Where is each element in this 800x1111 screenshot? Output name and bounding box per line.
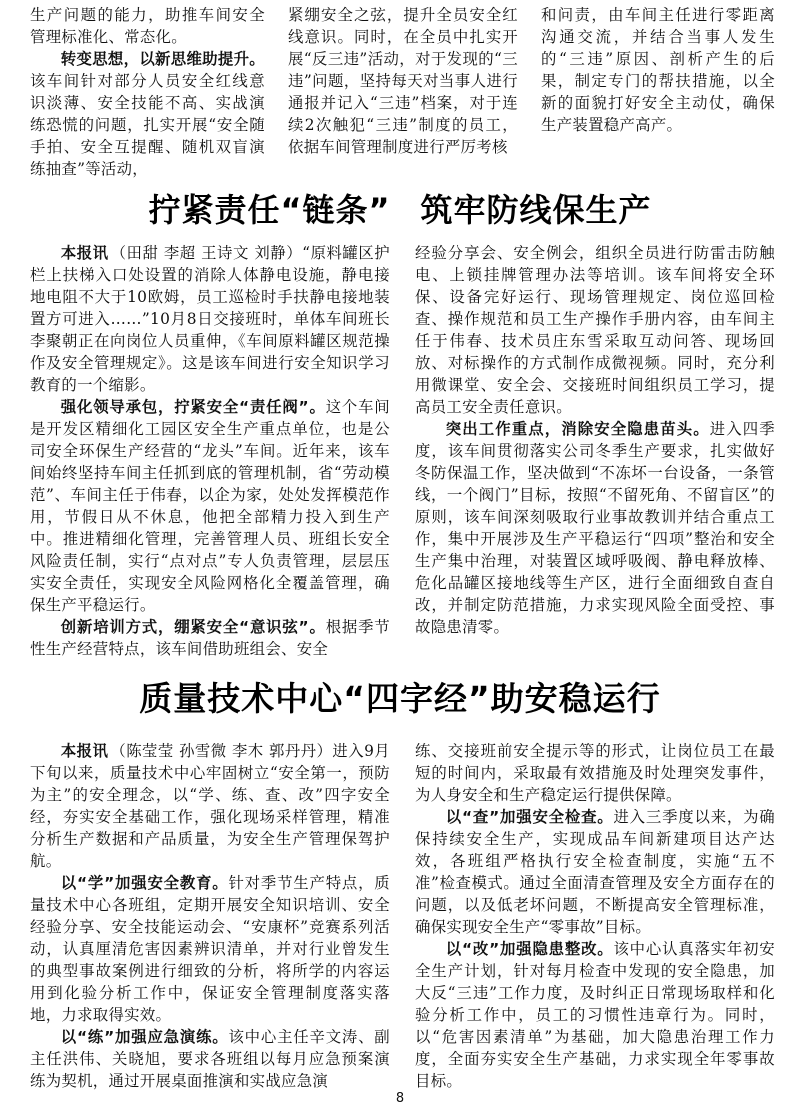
top-col1-paragraph-2 [30,48,265,180]
article2-section-inspect [415,806,775,938]
top-column-2 [288,4,518,154]
article2-left-column [30,740,391,1090]
article1-byline-authors: （田甜 李超 王诗文 刘静） [110,244,303,262]
top-col2-paragraph-1: 紧绷安全之弦，提升全员安全红线意识。同时，在全员中扎实开展“反三违”活动，对于发现的“三违”问题，坚持每天对当事人进行通报并记入“三违”档案，对于连续2次触犯“三违”制度的员工，依据车间管理制度进行严厉考核 [288,6,518,156]
article2-byline-lead: 本报讯 [60,742,109,760]
article1-subheading-training: 创新培训方式，绷紧安全“意识弦”。 [60,618,326,636]
article1-headline-part2: 筑牢防线保生产 [420,191,652,229]
article1-right-paragraph-1: 经验分享会、安全例会，组织全员进行防雷击防触电、上锁挂牌管理办法等培训。该车间将安全环保、设备完好运行、现场管理规定、岗位巡回检查、操作规范和员工生产操作手册内容，由车间主任于伟春、技术员庄东雪采取互动问答、现场回放、对标操作的方式制作成微视频。同时，充分利用微课堂、安全会、交接班时间组织员工学习，提高员工安全责任意识。 [415,244,775,416]
article2-right-paragraph-1: 练、交接班前安全提示等的形式，让岗位员工在最短的时间内，采取最有效措施及时处理突发事件，为人身安全和生产稳定运行提供保障。 [415,742,775,804]
article1-subheading-focus: 突出工作重点，消除安全隐患苗头。 [445,420,710,438]
article2-section-drill [30,1026,390,1092]
article2-section-study-text: 针对季节生产特点，质量技术中心各班组，定期开展安全知识培训、安全经验分享、安全技能运动会、“安康杯”竞赛系列活动，认真厘清危害因素辨识清单，并对行业曾发生的典型事故案例进行细致的分析，将所学的内容运用到化验分析工作中，保证安全管理制度落实落地，力求取得实效。 [30,874,390,1024]
article2-subheading-study: 以“学”加强安全教育。 [60,874,229,892]
article1-section-focus [415,418,775,638]
top-col1-paragraph-2-text: 该车间针对部分人员安全红线意识淡薄、安全技能不高、实战演练恐慌的问题，扎实开展“安全随手拍、安全互提醒、随机双盲演练抽查”等活动， [30,72,265,178]
article1-byline-lead: 本报讯 [60,244,109,262]
top-col1-subheading: 转变思想，以新思维助提升。 [60,50,265,68]
article2-section-inspect-text: 进入三季度以来，为确保持续安全生产，实现成品车间新建项目达产达效，各班组严格执行安全检查制度，实施“五不准”检查模式。通过全面清查管理及安全方面存在的问题，以及低老坏问题，不断提高安全管理标准，确保实现安全生产“零事故”目标。 [415,808,775,936]
article1-headline [0,190,800,230]
article2-subheading-drill: 以“练”加强应急演练。 [60,1028,229,1046]
article1-subheading-leadership: 强化领导承包，拧紧安全“责任阀”。 [60,398,326,416]
article2-section-rectify-text: 该中心认真落实年初安全生产计划，针对每月检查中发现的安全隐患，加大反“三违”工作力度，及时纠正日常现场取样和化验分析工作中，员工的习惯性违章行为。同时，以“危害因素清单”为基础，加大隐患治理工作力度，全面夯实安全生产基础，力求实现全年零事故目标。 [415,940,775,1090]
top-continuation-columns [30,4,775,178]
top-col1-paragraph-1: 生产问题的能力，助推车间安全管理标准化、常态化。 [30,6,265,46]
article1-body [30,242,775,658]
top-column-3 [541,4,775,154]
article2-headline-text: 质量技术中心“四字经”助安稳运行 [139,679,661,718]
article1-section-leadership-text: 这个车间是开发区精细化工园区安全生产重点单位，也是公司安全环保生产经营的“龙头”车间。近年来，该车间始终坚持车间主任抓到底的管理机制，省“劳动模范”、车间主任于伟春，以企为家，处处发挥模范作用，节假日从不休息，他把全部精力投入到生产中。推进精细化管理，完善管理人员、班组长安全风险责任制，实行“点对点”专人负责管理，层层压实安全责任，实现安全风险网格化全覆盖管理，确保生产平稳运行。 [30,398,390,614]
article2-section-study [30,872,390,1026]
article2-section-drill-text: 该中心主任辛文涛、副主任洪伟、关晓旭，要求各班组以每月应急预案演练为契机，通过开展桌面推演和实战应急演 [30,1028,390,1090]
article1-headline-part1: 拧紧责任“链条” [148,191,391,229]
article1-section-training [30,616,390,660]
article1-section-leadership [30,396,390,616]
article2-byline-paragraph [30,740,390,872]
article2-right-column [415,740,775,1090]
article1-intro-text: “原料罐区护栏上扶梯入口处设置的消除人体静电设施，静电接地电阻不大于10欧姆，员工巡检时手扶静电接地装置方可进入……”10月8日交接班时，单体车间班长李聚朝正在向岗位人员重伸，《车间原料罐区规范操作及安全管理规定》。这是该车间进行安全知识学习教育的一个缩影。 [30,244,390,394]
article2-subheading-inspect: 以“查”加强安全检查。 [445,808,614,826]
article2-section-rectify [415,938,775,1092]
article2-subheading-rectify: 以“改”加强隐患整改。 [445,940,614,958]
article2-headline [0,678,800,720]
article1-section-focus-text: 进入四季度，该车间贯彻落实公司冬季生产要求，扎实做好冬防保温工作，坚决做到“不冻坏一台设备，一条管线，一个阀门”目标，按照“不留死角、不留盲区”的原则，该车间深刻吸取行业事故教训并结合重点工作，集中开展涉及生产平稳运行“四项”整治和安全生产集中治理，对装置区域呼吸阀、静电释放棒、危化品罐区接地线等生产区，进行全面细致自查自改，并制定防范措施，力求实现风险全面受控、事故隐患清零。 [415,420,775,636]
article2-body [30,740,775,1090]
top-column-1 [30,4,265,178]
article1-left-column [30,242,390,658]
top-col3-paragraph-1: 和问责，由车间主任进行零距离沟通交流，并结合当事人发生的“三违”原因、剖析产生的后果，制定专门的帮扶措施，以全新的面貌打好安全主动仗，确保生产装置稳产高产。 [541,6,775,134]
article1-section-training-text: 根据季节性生产经营特点，该车间借助班组会、安全 [30,618,390,658]
article2-intro-text: 进入9月下旬以来，质量技术中心牢固树立“安全第一，预防为主”的安全理念，以“学、练、查、改”四字安全经，夯实安全基础工作，强化现场采样管理，精准分析生产数据和产品质量，为安全生产管理保驾护航。 [30,742,391,870]
article1-right-column [415,242,775,642]
page-number: 8 [395,1091,405,1106]
article2-byline-authors: （陈莹莹 孙雪微 李木 郭丹丹） [110,742,333,760]
article1-byline-paragraph [30,242,390,396]
